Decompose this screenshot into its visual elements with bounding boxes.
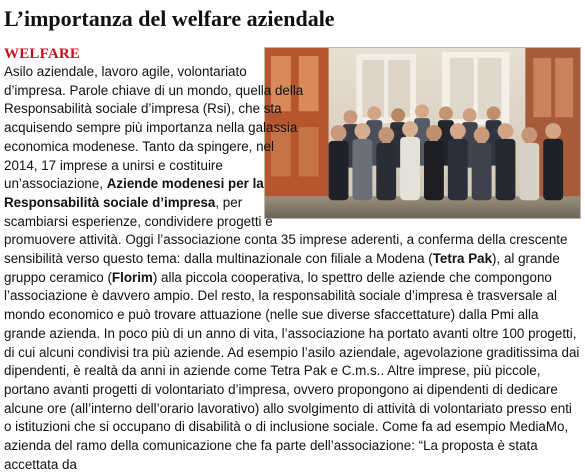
body-text: ), al grande gruppo ceramico ( (4, 251, 560, 285)
company-name-tetra-pak: Tetra Pak (432, 251, 493, 267)
association-name: Aziende modenesi per la Responsabilità sociale d’impresa (4, 176, 264, 210)
article-headline: L’importanza del welfare aziendale (4, 6, 335, 31)
article-body (4, 63, 581, 474)
section-label: WELFARE (4, 46, 81, 62)
body-text: ) alla piccola cooperativa, lo spettro delle aziende che compongono l’associazione è davvero ampio. Del resto, la responsabilità sociale d’impresa è trasversale al mondo economico e può trovare attuazione (nelle sue diverse sfaccettature) dalla Pmi alla grande azienda. In poco più di un anno di vita, l’associazione ha portato avanti oltre 100 progetti, di cui alcuni condivisi tra più aziende. Ad esempio l’asilo aziendale, agevolazione graditissima dai dipendenti, è realtà da anni in aziende come Tetra Pak e C.m.s.. Altre imprese, più piccole, portano avanti progetti di volontariato d’impresa, ovvero propongono ai dipendenti di dedicare alcune ore (all’interno dell’orario lavorativo) allo svolgimento di attività di volontariato presso enti o istituzioni che si occupano di disabilità o di inclusione sociale. Come fa ad esempio MediaMo, azienda del ramo della comunicazione che fa parte dell’associazione: “La proposta è stata accettata da (4, 269, 580, 472)
photo-float-spacer (313, 63, 581, 226)
body-text: Asilo aziendale, lavoro agile, volontariato d’impresa. Parole chiave di un mondo, quella della Responsabilità sociale d’impresa (Rsi), che sta acquisendo sempre più importanza nella galassia economica modenese. Tanto da spingere, nel 2014, 17 imprese a unirsi e costituire un’associazione, (4, 64, 304, 192)
company-name-florim: Florim (111, 269, 153, 285)
body-text: , per scambiarsi esperienze, condividere progetti e promuovere attività. Oggi l’associazione conta 35 imprese aderenti, a conferma della crescente sensibilità verso questo tema: dalla multinazionale con filiale a Modena ( (4, 194, 568, 267)
